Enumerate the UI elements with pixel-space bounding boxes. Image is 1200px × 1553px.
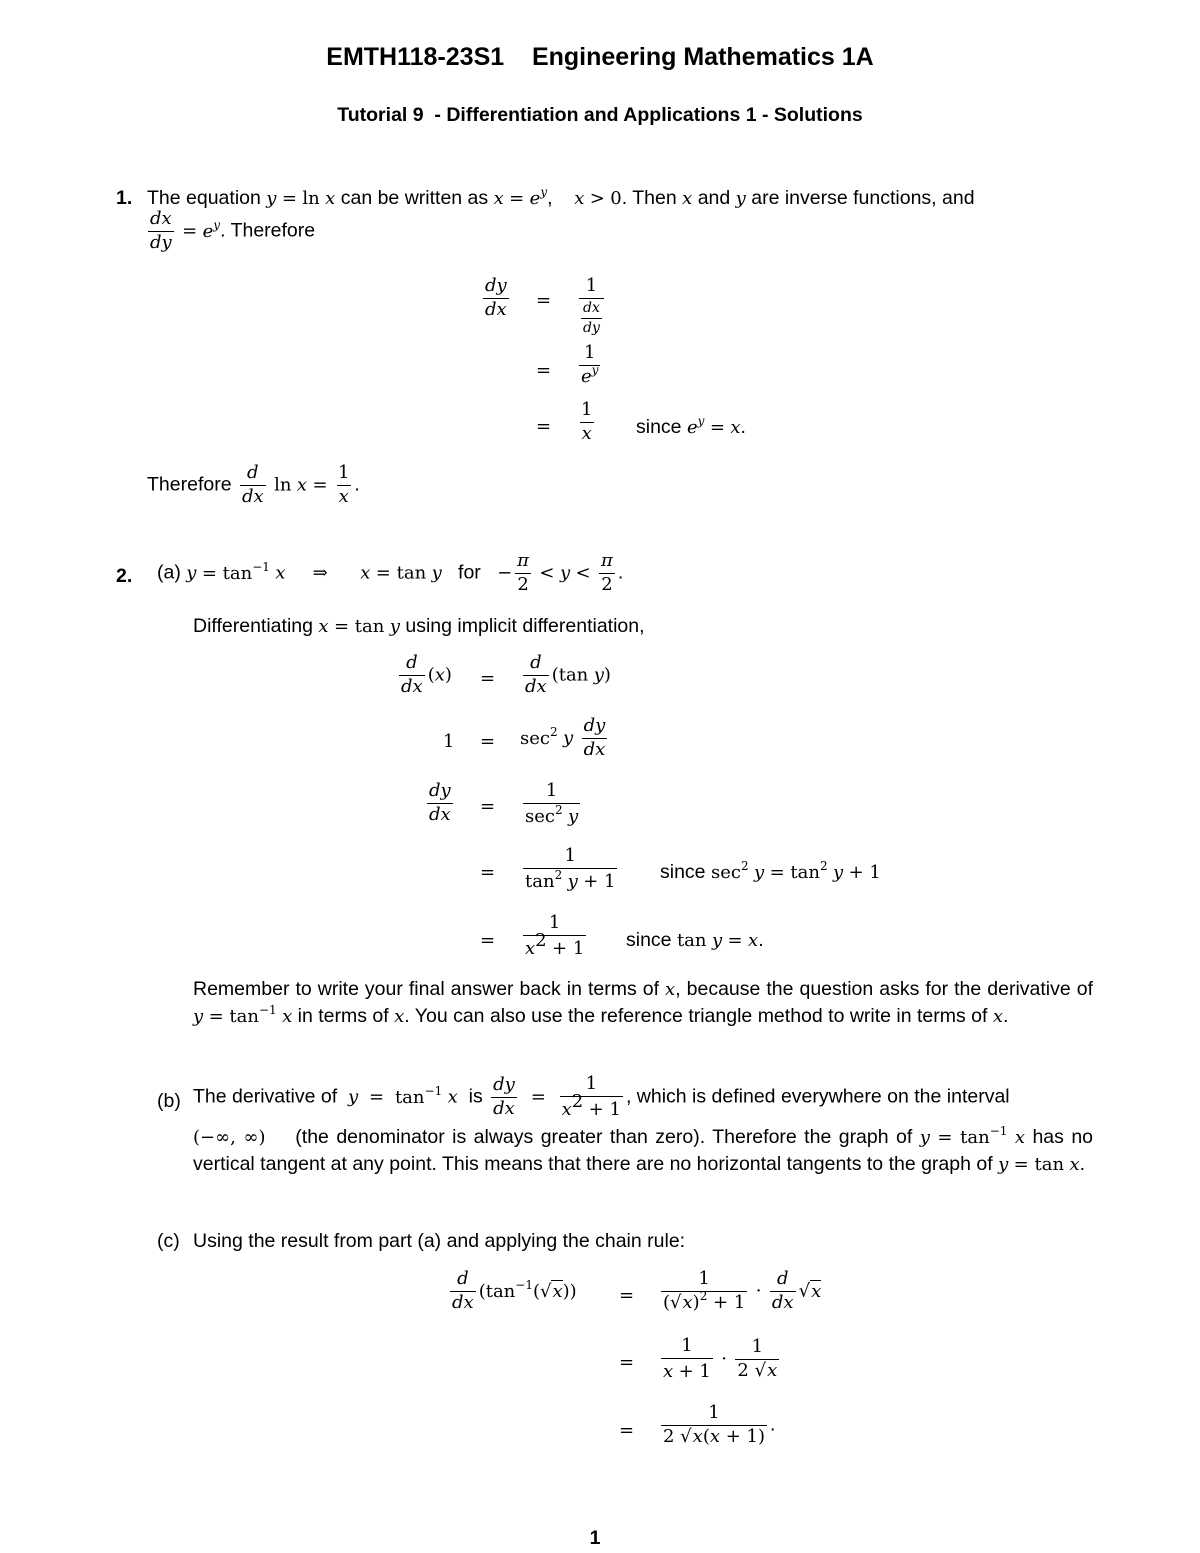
q2a-eq3-equals: = bbox=[480, 796, 496, 817]
q2a-eq5-rhs: $\frac{1}{x^2 + 1}$ bbox=[525, 912, 585, 959]
q1-eq1-lhs: $\frac{dy}{dx}$ bbox=[485, 275, 507, 320]
course-code: EMTH118-23S1 bbox=[326, 43, 505, 71]
q1-intro: The equation y = ln x can be written as $x = e^y$, x > 0. Then x and y are inverse functions, and bbox=[147, 185, 975, 209]
q2b-paragraph: (−∞, ∞) (the denominator is always greater than zero). Therefore the graph of $y = \tan^{-1} x$ has no vertical tangent at any point. This means that there are no horizontal tangents to the graph of y = tan x. bbox=[193, 1124, 1094, 1175]
q2-number: 2. bbox=[116, 565, 133, 587]
q1-number: 1. bbox=[116, 187, 133, 209]
q2a-eq2-rhs: $\sec^2 y$ $\frac{dy}{dx}$ bbox=[520, 715, 606, 760]
course-name: Engineering Mathematics 1A bbox=[531, 43, 874, 71]
q1-eq2-rhs: $\frac{1}{e^y}$ bbox=[581, 342, 599, 387]
q1-eq1-equals: = bbox=[536, 290, 552, 311]
q2a-eq2-lhs: 1 bbox=[443, 731, 455, 752]
course-title bbox=[0, 43, 1200, 72]
q2c-eq2-equals: = bbox=[619, 1352, 635, 1373]
q1-eq2-equals: = bbox=[536, 360, 552, 381]
q2a-eq3-rhs: $\frac{1}{\sec^2 y}$ bbox=[525, 780, 579, 827]
q1-dxdy-line: $\frac{dx}{dy}$ = $e^y$. Therefore bbox=[150, 208, 316, 253]
q2a-remember-paragraph: Remember to write your final answer back in terms of x, because the question asks for the derivative of $y = \tan^{-1} x$ in terms of x. You can also use the reference triangle method to write in terms of x. bbox=[193, 978, 1093, 1027]
q2c-eq1-lhs: $\frac{d}{dx}$ $(\tan^{-1}(√x))$ bbox=[452, 1268, 577, 1313]
q2a-eq4-rhs: $\frac{1}{\tan^2 y + 1}$ bbox=[525, 845, 616, 892]
tutorial-subtitle: Tutorial 9 - Differentiation and Applications 1 - Solutions bbox=[337, 104, 863, 126]
q2a-eq5-note: since tan y = x. bbox=[626, 929, 764, 951]
q1-eq1-rhs: $\frac{1}{\frac{dx}{dy}}$ bbox=[576, 277, 607, 335]
q2a-eq2-equals: = bbox=[480, 731, 496, 752]
q2a-eq1-rhs: $\frac{d}{dx}$ (tan y) bbox=[525, 652, 611, 697]
q2a-eq4-equals: = bbox=[480, 862, 496, 883]
q2a-statement: (a) $y = \tan^{-1} x$ ⇒ x = tan y for − $\frac{\pi}{2}$ < y < $\frac{\pi}{2}$ . bbox=[157, 550, 624, 595]
q2c-eq1-rhs: $\frac{1}{(√x)^2 + 1}$ · $\frac{d}{dx}$ √x bbox=[663, 1268, 822, 1313]
q1-conclusion: Therefore $\frac{d}{dx}$ ln x = $\frac{1}{x}$ . bbox=[147, 462, 360, 507]
q1-eq3-rhs: $\frac{1}{x}$ bbox=[581, 399, 593, 444]
q2c-label: (c) bbox=[157, 1230, 180, 1252]
q1-eq3-equals: = bbox=[536, 416, 552, 437]
page-number: 1 bbox=[589, 1527, 601, 1549]
q1-eq3-note: since $e^y = x$. bbox=[636, 414, 746, 438]
q2a-diff-text: Differentiating x = tan y using implicit differentiation, bbox=[193, 615, 645, 637]
q2a-eq1-equals: = bbox=[480, 668, 496, 689]
q2c-eq3-equals: = bbox=[619, 1420, 635, 1441]
q2a-eq3-lhs: $\frac{dy}{dx}$ bbox=[429, 780, 451, 825]
q2a-eq4-note: since $\sec^2 y = \tan^2 y + 1$ bbox=[660, 859, 881, 883]
q2c-text: Using the result from part (a) and applying the chain rule: bbox=[193, 1230, 686, 1252]
q2c-eq3-rhs: $\frac{1}{2 √x(x + 1)}$ . bbox=[663, 1402, 776, 1447]
q2c-eq2-rhs: $\frac{1}{x + 1}$ · $\frac{1}{2 √x}$ bbox=[663, 1335, 778, 1382]
q2c-eq1-equals: = bbox=[619, 1285, 635, 1306]
q2a-eq1-lhs: $\frac{d}{dx}$ (x) bbox=[401, 652, 452, 697]
q2b-first-line: The derivative of $y = \tan^{-1} x$ is $\frac{dy}{dx}$ = $\frac{1}{x^2 + 1}$ , which is defined everywhere on the interval bbox=[193, 1073, 1010, 1120]
q2a-eq5-equals: = bbox=[480, 930, 496, 951]
q2b-label: (b) bbox=[157, 1090, 181, 1112]
